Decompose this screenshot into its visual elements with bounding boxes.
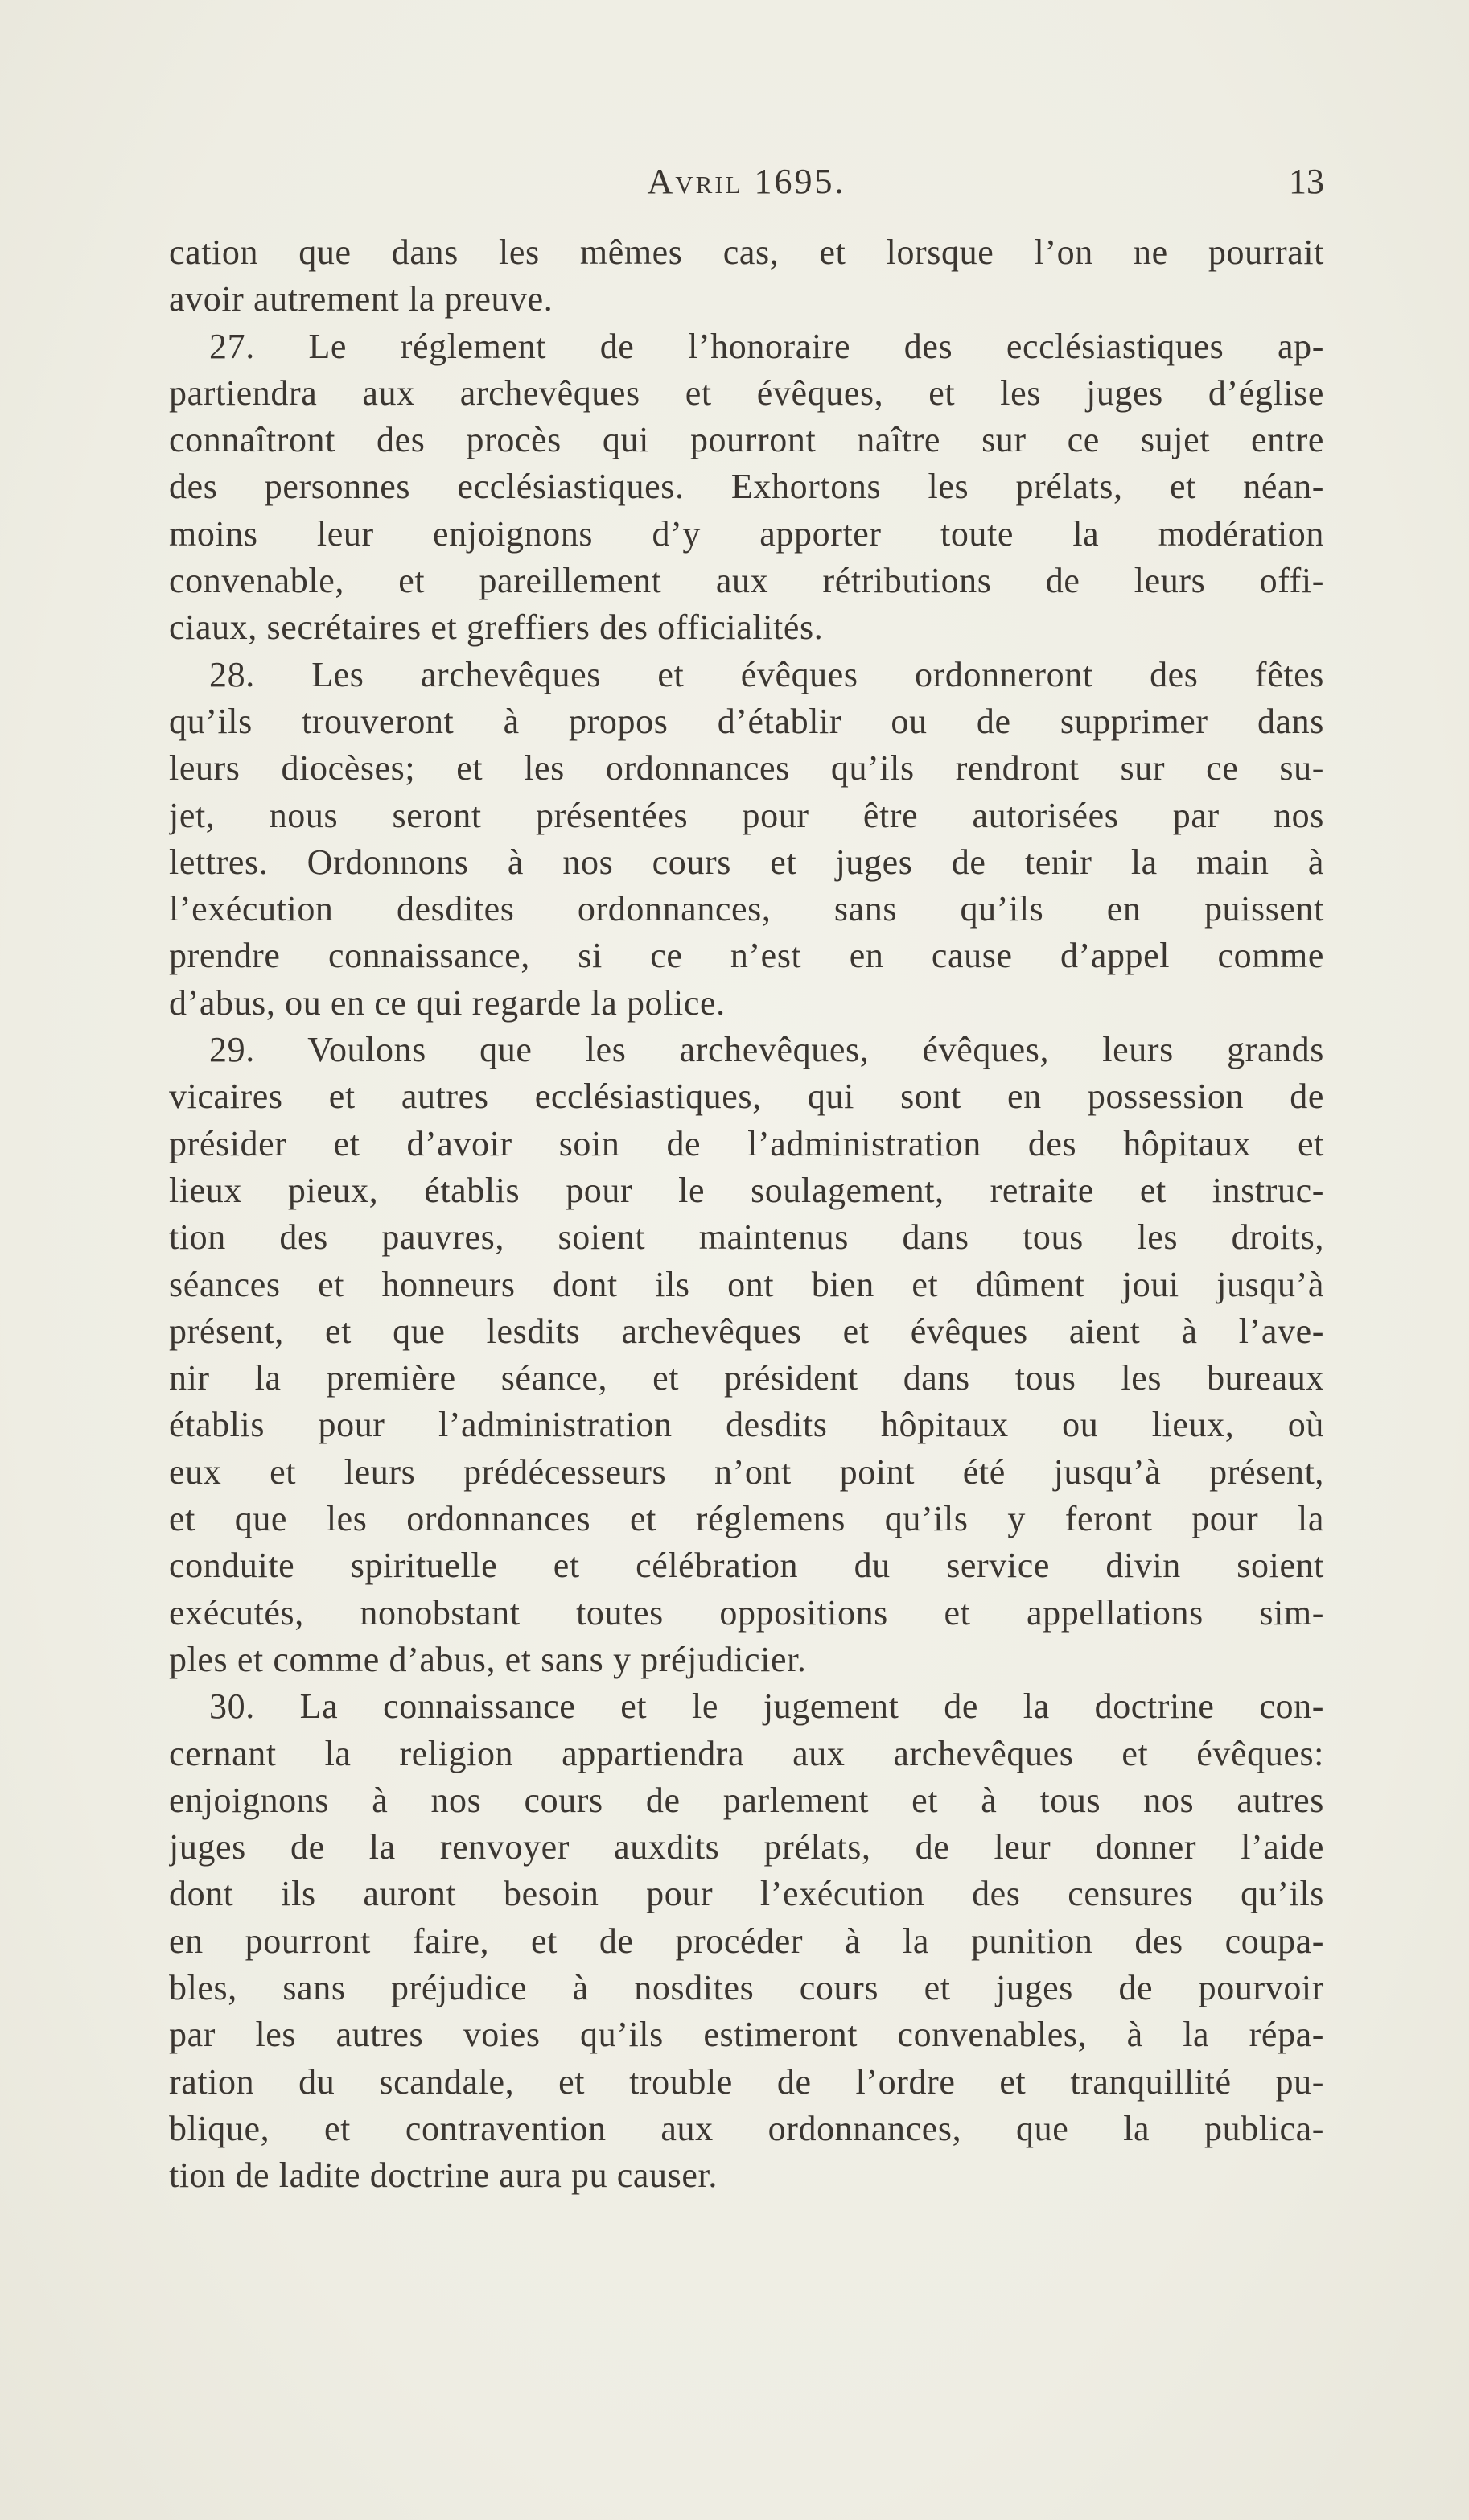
- text-line: conduite spirituelle et célébration du service divin soient: [169, 1546, 1324, 1586]
- text-line: ciaux, secrétaires et greffiers des officialités.: [169, 607, 824, 648]
- text-line: vicaires et autres ecclésiastiques, qui sont en possession de: [169, 1077, 1324, 1117]
- text-line: enjoignons à nos cours de parlement et à tous nos autres: [169, 1780, 1324, 1820]
- text-line: bles, sans préjudice à nosdites cours et juges de pourvoir: [169, 1967, 1324, 2007]
- text-line: d’abus, ou en ce qui regarde la police.: [169, 982, 726, 1023]
- text-line: eux et leurs prédécesseurs n’ont point été jusqu’à présent,: [169, 1451, 1324, 1492]
- text-line: convenable, et pareillement aux rétributions de leurs offi-: [169, 561, 1324, 601]
- text-line: cernant la religion appartiendra aux archevêques et évêques:: [169, 1733, 1324, 1773]
- text-line: des personnes ecclésiastiques. Exhortons les prélats, et néan-: [169, 467, 1324, 507]
- body-text: [169, 229, 1324, 2199]
- text-line: jet, nous seront présentées pour être autorisées par nos: [169, 795, 1324, 835]
- text-line: tion de ladite doctrine aura pu causer.: [169, 2156, 718, 2196]
- text-line: connaîtront des procès qui pourront naître sur ce sujet entre: [169, 420, 1324, 460]
- text-line: nir la première séance, et président dans tous les bureaux: [169, 1358, 1324, 1398]
- text-line: par les autres voies qu’ils estimeront convenables, à la répa-: [169, 2015, 1324, 2055]
- text-line: blique, et contravention aux ordonnances, que la publica-: [169, 2108, 1324, 2148]
- text-line: 29. Voulons que les archevêques, évêques, leurs grands: [209, 1030, 1324, 1070]
- text-line: avoir autrement la preuve.: [169, 279, 553, 319]
- text-line: moins leur enjoignons d’y apporter toute la modération: [169, 513, 1324, 554]
- text-line: partiendra aux archevêques et évêques, et les juges d’église: [169, 373, 1324, 413]
- text-line: ration du scandale, et trouble de l’ordre et tranquillité pu-: [169, 2061, 1324, 2102]
- text-line: tion des pauvres, soient maintenus dans tous les droits,: [169, 1217, 1324, 1258]
- text-line: exécutés, nonobstant toutes oppositions et appellations sim-: [169, 1592, 1324, 1633]
- text-line: l’exécution desdites ordonnances, sans qu’ils en puissent: [169, 889, 1324, 929]
- running-head-title: Avril 1695.: [647, 162, 846, 201]
- running-head: [169, 161, 1324, 212]
- text-line: qu’ils trouveront à propos d’établir ou de supprimer dans: [169, 701, 1324, 741]
- paragraph: [169, 1683, 1324, 2199]
- page-number: 13: [1289, 162, 1324, 201]
- text-line: et que les ordonnances et réglemens qu’ils y feront pour la: [169, 1499, 1324, 1539]
- text-line: 30. La connaissance et le jugement de la doctrine con-: [209, 1686, 1324, 1727]
- text-line: 28. Les archevêques et évêques ordonneront des fêtes: [209, 654, 1324, 694]
- text-line: prendre connaissance, si ce n’est en cause d’appel comme: [169, 936, 1324, 976]
- paragraph: [169, 652, 1324, 1027]
- text-line: juges de la renvoyer auxdits prélats, de leur donner l’aide: [169, 1827, 1324, 1867]
- text-line: cation que dans les mêmes cas, et lorsque l’on ne pourrait: [169, 233, 1324, 272]
- text-line: présent, et que lesdits archevêques et évêques aient à l’ave-: [169, 1311, 1324, 1351]
- text-line: établis pour l’administration desdits hôpitaux ou lieux, où: [169, 1405, 1324, 1445]
- text-line: présider et d’avoir soin de l’administration des hôpitaux et: [169, 1123, 1324, 1163]
- paragraph: [169, 323, 1324, 652]
- text-line: dont ils auront besoin pour l’exécution des censures qu’ils: [169, 1874, 1324, 1914]
- text-line: lieux pieux, établis pour le soulagement, retraite et instruc-: [169, 1170, 1324, 1210]
- text-line: séances et honneurs dont ils ont bien et dûment joui jusqu’à: [169, 1264, 1324, 1304]
- text-line: en pourront faire, et de procéder à la punition des coupa-: [169, 1921, 1324, 1961]
- text-line: 27. Le réglement de l’honoraire des ecclésiastiques ap-: [209, 326, 1324, 366]
- paragraph: [169, 229, 1324, 323]
- paragraph: [169, 1027, 1324, 1683]
- text-line: leurs diocèses; et les ordonnances qu’ils rendront sur ce su-: [169, 748, 1324, 789]
- text-line: ples et comme d’abus, et sans y préjudicier.: [169, 1639, 807, 1679]
- text-line: lettres. Ordonnons à nos cours et juges de tenir la main à: [169, 842, 1324, 882]
